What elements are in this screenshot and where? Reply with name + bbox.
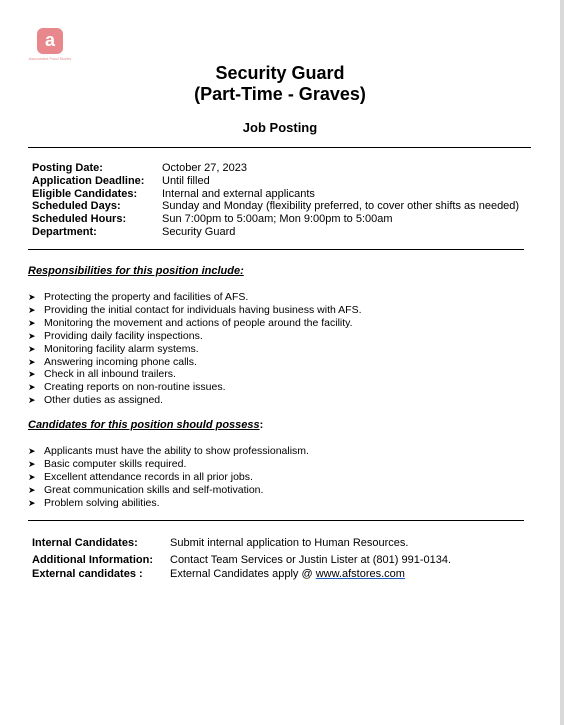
list-item: ➤ Problem solving abilities. — [28, 496, 160, 509]
detail-row — [32, 188, 519, 201]
detail-value: Sunday and Monday (flexibility preferred, to cover other shifts as needed) — [162, 200, 520, 213]
qualifications-heading: Candidates for this position should possess: — [28, 419, 264, 431]
contact-label: Additional Information: — [32, 554, 153, 566]
detail-label: Scheduled Days: — [32, 200, 121, 213]
responsibilities-heading: Responsibilities for this position include: — [28, 265, 244, 277]
list-item: ➤ Protecting the property and facilities of AFS. — [28, 291, 249, 303]
contact-section — [32, 536, 451, 581]
job-title-line1: Security Guard — [215, 63, 345, 83]
detail-row — [32, 213, 519, 226]
list-item: ➤ Other duties as assigned. — [28, 394, 164, 407]
detail-label: Scheduled Hours: — [32, 213, 127, 226]
job-title-line2: (Part-Time - Graves) — [194, 84, 366, 104]
arrow-bullet-icon: ➤ — [28, 471, 36, 482]
detail-value: October 27, 2023 — [162, 162, 248, 174]
arrow-bullet-icon: ➤ — [28, 497, 36, 508]
detail-row — [32, 226, 519, 239]
contact-value: Contact Team Services or Justin Lister at (801) 991-0134. — [170, 554, 452, 566]
logo-text: Associated Food Stores — [28, 56, 72, 61]
arrow-bullet-icon: ➤ — [28, 292, 36, 302]
logo-icon: a — [37, 28, 63, 54]
list-item: ➤ Check in all inbound trailers. — [28, 368, 176, 381]
detail-value: Internal and external applicants — [162, 187, 315, 200]
arrow-bullet-icon: ➤ — [28, 446, 36, 456]
arrow-bullet-icon: ➤ — [28, 343, 36, 354]
list-item: ➤ Providing daily facility inspections. — [28, 329, 203, 342]
detail-row — [32, 175, 519, 188]
company-logo — [27, 28, 73, 61]
contact-row-external — [32, 567, 451, 581]
contact-row-additional — [32, 553, 451, 567]
divider-details — [28, 249, 524, 250]
detail-value: Sun 7:00pm to 5:00am; Mon 9:00pm to 5:00am — [162, 213, 393, 226]
contact-row-internal — [32, 536, 451, 550]
detail-row — [32, 200, 519, 213]
list-item: ➤ Monitoring facility alarm systems. — [28, 342, 199, 355]
detail-value: Until filled — [162, 174, 210, 187]
arrow-bullet-icon: ➤ — [28, 317, 36, 328]
arrow-bullet-icon: ➤ — [28, 369, 36, 380]
list-item: ➤ Excellent attendance records in all prior jobs. — [28, 470, 253, 483]
arrow-bullet-icon: ➤ — [28, 304, 36, 315]
contact-value: External Candidates apply @ www.afstores.com — [170, 568, 405, 580]
list-item: ➤ Answering incoming phone calls. — [28, 355, 197, 368]
contact-label: Internal Candidates: — [32, 537, 138, 549]
detail-label: Application Deadline: — [32, 174, 145, 187]
list-item: ➤ Applicants must have the ability to show professionalism. — [28, 445, 309, 457]
job-title — [0, 63, 560, 105]
contact-label: External candidates : — [32, 568, 143, 580]
arrow-bullet-icon: ➤ — [28, 330, 36, 341]
list-item: ➤ Creating reports on non-routine issues. — [28, 381, 226, 394]
page-edge — [560, 0, 564, 725]
divider-top — [28, 147, 531, 148]
list-item: ➤ Great communication skills and self-motivation. — [28, 483, 264, 496]
arrow-bullet-icon: ➤ — [28, 395, 36, 406]
arrow-bullet-icon: ➤ — [28, 382, 36, 393]
detail-label: Department: — [32, 225, 97, 238]
responsibilities-list — [28, 291, 362, 407]
website-link[interactable]: www.afstores.com — [315, 568, 405, 580]
posting-subtitle: Job Posting — [242, 120, 318, 135]
arrow-bullet-icon: ➤ — [28, 484, 36, 495]
contact-value: Submit internal application to Human Resources. — [170, 537, 409, 549]
detail-row — [32, 162, 519, 175]
qualifications-list — [28, 445, 309, 510]
arrow-bullet-icon: ➤ — [28, 458, 36, 469]
detail-value: Security Guard — [162, 225, 236, 238]
arrow-bullet-icon: ➤ — [28, 356, 36, 367]
details-table — [32, 162, 519, 239]
divider-bottom — [28, 520, 524, 521]
list-item: ➤ Providing the initial contact for individuals having business with AFS. — [28, 303, 362, 316]
detail-label: Posting Date: — [32, 162, 103, 174]
list-item: ➤ Monitoring the movement and actions of people around the facility. — [28, 316, 353, 329]
list-item: ➤ Basic computer skills required. — [28, 457, 187, 470]
detail-label: Eligible Candidates: — [32, 187, 138, 200]
